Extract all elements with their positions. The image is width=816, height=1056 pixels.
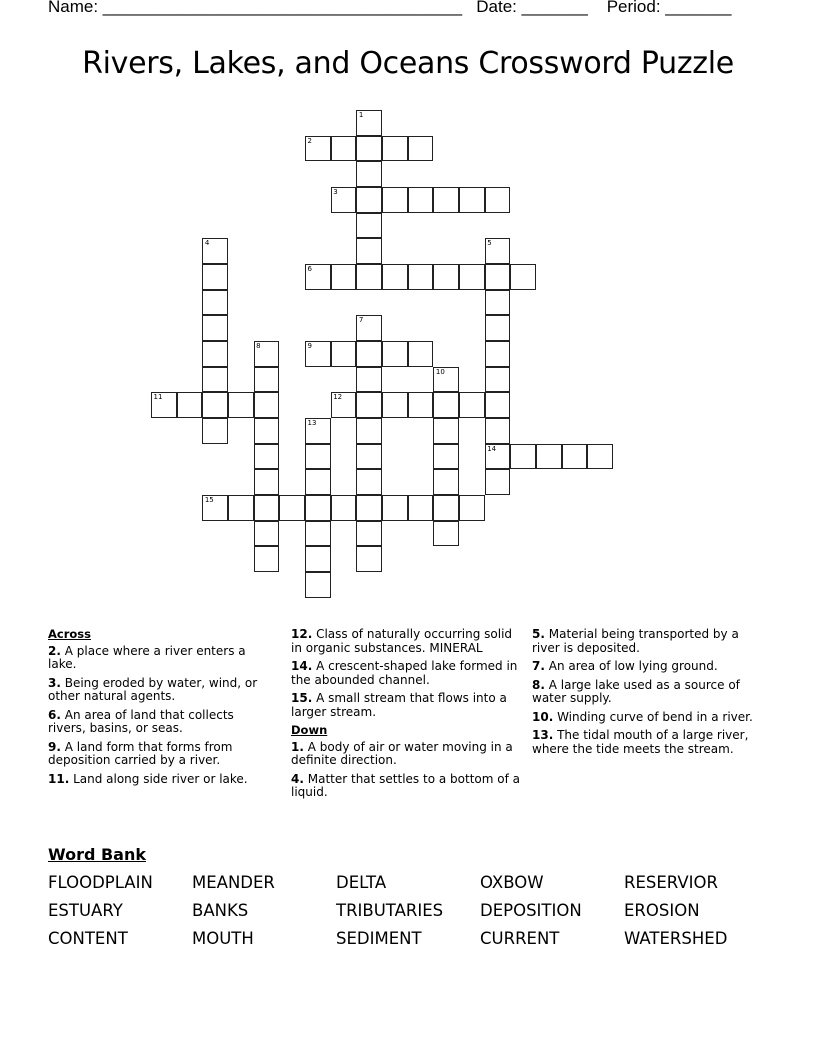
crossword-cell[interactable] — [202, 495, 228, 521]
word-bank-item: SEDIMENT — [336, 929, 422, 948]
clue-down-8: 8. A large lake used as a source of water supply. — [532, 677, 740, 705]
crossword-cell[interactable] — [279, 495, 305, 521]
crossword-cell[interactable] — [408, 136, 434, 162]
word-bank-item: CURRENT — [480, 929, 560, 948]
crossword-cell[interactable] — [485, 367, 511, 393]
clue-number: 5 — [487, 239, 492, 248]
crossword-cell[interactable] — [433, 444, 459, 470]
clue-across-9: 9. A land form that forms from deposition carried by a river. — [48, 739, 233, 767]
crossword-cell[interactable] — [485, 187, 511, 213]
crossword-cell[interactable] — [202, 341, 228, 367]
crossword-cell[interactable] — [356, 187, 382, 213]
clue-across-11: 11. Land along side river or lake. — [48, 771, 248, 786]
word-bank-item: BANKS — [192, 901, 249, 920]
crossword-cell[interactable] — [408, 264, 434, 290]
crossword-cell[interactable] — [254, 392, 280, 418]
crossword-cell[interactable] — [202, 238, 228, 264]
crossword-cell[interactable] — [305, 264, 331, 290]
crossword-cell[interactable] — [254, 521, 280, 547]
crossword-cell[interactable] — [151, 392, 177, 418]
crossword-cell[interactable] — [356, 392, 382, 418]
crossword-cell[interactable] — [587, 444, 613, 470]
clue-down-10: 10. Winding curve of bend in a river. — [532, 709, 753, 724]
crossword-cell[interactable] — [459, 495, 485, 521]
word-bank-item: DEPOSITION — [480, 901, 582, 920]
crossword-cell[interactable] — [485, 290, 511, 316]
crossword-cell[interactable] — [254, 495, 280, 521]
crossword-cell[interactable] — [356, 495, 382, 521]
crossword-cell[interactable] — [433, 392, 459, 418]
clue-number: 2 — [307, 136, 312, 145]
word-bank-item: DELTA — [336, 873, 387, 892]
crossword-cell[interactable] — [433, 469, 459, 495]
clue-number: 4 — [204, 239, 210, 248]
crossword-cell[interactable] — [356, 315, 382, 341]
clue-down-7: 7. An area of low lying ground. — [532, 659, 718, 673]
crossword-cell[interactable] — [356, 341, 382, 367]
crossword-cell[interactable] — [305, 546, 331, 572]
crossword-cell[interactable] — [433, 495, 459, 521]
crossword-cell[interactable] — [331, 495, 357, 521]
crossword-cell[interactable] — [305, 418, 331, 444]
word-bank-item: MOUTH — [192, 929, 254, 948]
clue-number: 12 — [333, 393, 343, 402]
crossword-cell[interactable] — [254, 444, 280, 470]
crossword-cell[interactable] — [305, 136, 331, 162]
student-info-header — [48, 0, 731, 17]
crossword-cell[interactable] — [356, 418, 382, 444]
crossword-cell[interactable] — [356, 546, 382, 572]
crossword-cell[interactable] — [356, 161, 382, 187]
crossword-cell[interactable] — [202, 418, 228, 444]
crossword-cell[interactable] — [305, 469, 331, 495]
crossword-cell[interactable] — [331, 341, 357, 367]
clue-down-13: 13. The tidal mouth of a large river, where the tide meets the stream. — [532, 728, 749, 756]
clue-number: 10 — [435, 367, 445, 376]
crossword-cell[interactable] — [331, 392, 357, 418]
crossword-cell[interactable] — [202, 315, 228, 341]
across-heading: Across — [48, 627, 91, 641]
crossword-cell[interactable] — [485, 238, 511, 264]
word-bank-title: Word Bank — [48, 845, 147, 864]
clue-number: 7 — [358, 316, 364, 325]
clue-number: 11 — [153, 393, 163, 402]
crossword-cell[interactable] — [408, 495, 434, 521]
word-bank-item: WATERSHED — [624, 929, 728, 948]
crossword-cell[interactable] — [202, 290, 228, 316]
clue-number: 13 — [307, 419, 317, 428]
crossword-cell[interactable] — [433, 521, 459, 547]
crossword-cell[interactable] — [254, 367, 280, 393]
crossword-cell[interactable] — [228, 392, 254, 418]
crossword-cell[interactable] — [459, 187, 485, 213]
word-bank-item: MEANDER — [192, 873, 275, 892]
word-bank — [48, 873, 768, 957]
clue-down-5: 5. Material being transported by a river is deposited. — [532, 627, 739, 655]
crossword-cell[interactable] — [408, 341, 434, 367]
crossword-cell[interactable] — [305, 341, 331, 367]
clue-number: 6 — [307, 265, 312, 274]
clue-down-4: 4. Matter that settles to a bottom of a liquid. — [291, 771, 520, 799]
crossword-cell[interactable] — [459, 264, 485, 290]
crossword-cell[interactable] — [254, 341, 280, 367]
down-heading: Down — [291, 723, 328, 737]
crossword-cell[interactable] — [382, 341, 408, 367]
crossword-cell[interactable] — [382, 392, 408, 418]
clues-column-2 — [291, 628, 521, 805]
date-field[interactable]: Date: _______ — [476, 0, 588, 16]
crossword-cell[interactable] — [356, 444, 382, 470]
crossword-cell[interactable] — [485, 341, 511, 367]
crossword-cell[interactable] — [485, 264, 511, 290]
clue-across-3: 3. Being eroded by water, wind, or other natural agents. — [48, 675, 258, 703]
crossword-cell[interactable] — [305, 572, 331, 598]
crossword-cell[interactable] — [202, 367, 228, 393]
clue-across-15: 15. A small stream that flows into a larger stream. — [291, 691, 507, 719]
crossword-cell[interactable] — [433, 418, 459, 444]
crossword-cell[interactable] — [356, 136, 382, 162]
clue-number: 14 — [487, 444, 497, 453]
clue-down-1: 1. A body of air or water moving in a definite direction. — [291, 739, 513, 767]
clues-column-3 — [532, 628, 757, 761]
crossword-cell[interactable] — [485, 444, 511, 470]
clue-number: 15 — [204, 496, 214, 505]
crossword-cell[interactable] — [356, 110, 382, 136]
crossword-cell[interactable] — [382, 264, 408, 290]
crossword-cell[interactable] — [510, 444, 536, 470]
crossword-cell[interactable] — [356, 213, 382, 239]
word-bank-item: TRIBUTARIES — [336, 901, 444, 920]
clue-number: 8 — [256, 342, 261, 351]
clues-column-1 — [48, 628, 273, 791]
crossword-cell[interactable] — [356, 469, 382, 495]
crossword-cell[interactable] — [485, 469, 511, 495]
word-bank-item: ESTUARY — [48, 901, 123, 920]
crossword-cell[interactable] — [356, 238, 382, 264]
period-field[interactable]: Period: _______ — [606, 0, 732, 16]
crossword-cell[interactable] — [331, 264, 357, 290]
crossword-cell[interactable] — [356, 367, 382, 393]
crossword-cell[interactable] — [228, 495, 254, 521]
clue-across-14: 14. A crescent-shaped lake formed in the abounded channel. — [291, 659, 518, 687]
crossword-cell[interactable] — [510, 264, 536, 290]
crossword-cell[interactable] — [305, 521, 331, 547]
crossword-cell[interactable] — [356, 521, 382, 547]
crossword-cell[interactable] — [305, 444, 331, 470]
page-title: Rivers, Lakes, and Oceans Crossword Puzzle — [82, 46, 734, 81]
crossword-cell[interactable] — [433, 187, 459, 213]
word-bank-item: FLOODPLAIN — [48, 873, 153, 892]
crossword-cell[interactable] — [177, 392, 203, 418]
crossword-cell[interactable] — [331, 187, 357, 213]
crossword-cell[interactable] — [331, 136, 357, 162]
crossword-cell[interactable] — [536, 444, 562, 470]
clue-number: 9 — [307, 342, 312, 351]
crossword-cell[interactable] — [433, 264, 459, 290]
crossword-cell[interactable] — [382, 495, 408, 521]
crossword-cell[interactable] — [485, 315, 511, 341]
crossword-cell[interactable] — [305, 495, 331, 521]
crossword-cell[interactable] — [562, 444, 588, 470]
word-bank-item: OXBOW — [480, 873, 544, 892]
crossword-cell[interactable] — [433, 367, 459, 393]
crossword-cell[interactable] — [254, 469, 280, 495]
word-bank-item: CONTENT — [48, 929, 128, 948]
crossword-cell[interactable] — [485, 392, 511, 418]
clue-across-6: 6. An area of land that collects rivers, basins, or seas. — [48, 707, 234, 735]
clue-across-12: 12. Class of naturally occurring solid in organic substances. MINERAL — [291, 627, 513, 655]
crossword-cell[interactable] — [382, 187, 408, 213]
crossword-cell[interactable] — [202, 264, 228, 290]
crossword-cell[interactable] — [254, 418, 280, 444]
word-bank-item: EROSION — [624, 901, 700, 920]
word-bank-item: RESERVIOR — [624, 873, 718, 892]
crossword-cell[interactable] — [356, 264, 382, 290]
crossword-cell[interactable] — [202, 392, 228, 418]
crossword-cell[interactable] — [254, 546, 280, 572]
clue-across-2: 2. A place where a river enters a lake. — [48, 643, 246, 671]
crossword-cell[interactable] — [382, 136, 408, 162]
clue-number: 3 — [333, 188, 338, 196]
crossword-cell[interactable] — [408, 392, 434, 418]
crossword-cell[interactable] — [408, 187, 434, 213]
name-field[interactable]: Name: ______________________________________ — [48, 0, 463, 16]
crossword-cell[interactable] — [485, 418, 511, 444]
clue-number: 1 — [358, 111, 364, 119]
crossword-cell[interactable] — [459, 392, 485, 418]
